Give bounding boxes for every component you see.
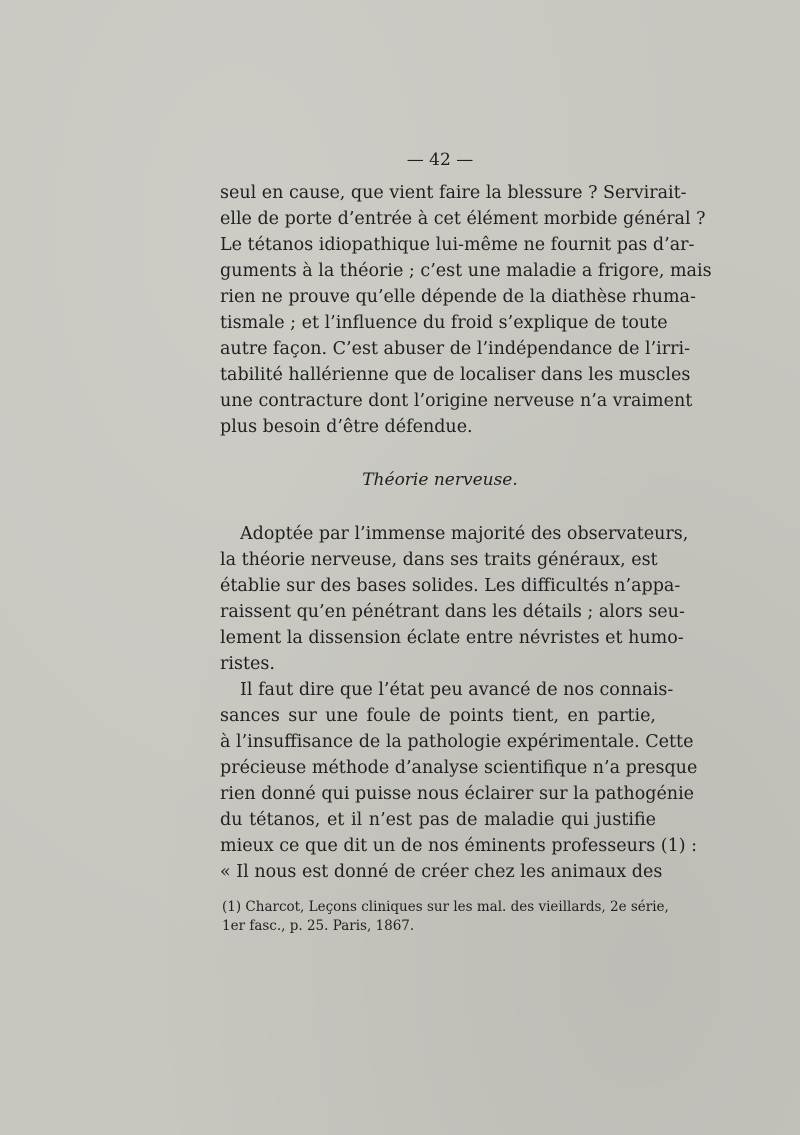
- text-line: rien ne prouve qu’elle dépende de la diathèse rhuma-: [220, 287, 696, 307]
- text-line: Le tétanos idiopathique lui-même ne fournit pas d’ar-: [220, 235, 695, 255]
- text-line: « Il nous est donné de créer chez les animaux des: [220, 862, 663, 882]
- text-line: guments à la théorie ; c’est une maladie a frigore, mais: [220, 261, 712, 281]
- footnote-line: 1er fasc., p. 25. Paris, 1867.: [222, 918, 415, 934]
- text-line: plus besoin d’être défendue.: [220, 417, 473, 437]
- text-line: rien donné qui puisse nous éclairer sur la pathogénie: [220, 784, 695, 804]
- text-line: autre façon. C’est abuser de l’indépendance de l’irri-: [220, 339, 691, 359]
- text-line: tabilité hallérienne que de localiser dans les muscles: [220, 365, 691, 385]
- text-line: ristes.: [220, 654, 275, 674]
- text-line: une contracture dont l’origine nerveuse n’a vraiment: [220, 391, 693, 411]
- section-heading: Théorie nerveuse.: [362, 470, 518, 490]
- text-line: la théorie nerveuse, dans ses traits généraux, est: [220, 550, 658, 570]
- text-line: raissent qu’en pénétrant dans les détails ; alors seu-: [220, 602, 685, 622]
- text-line: tismale ; et l’influence du froid s’explique de toute: [220, 313, 668, 333]
- text-line: mieux ce que dit un de nos éminents professeurs (1) :: [220, 836, 698, 856]
- text-line: Il faut dire que l’état peu avancé de nos connais-: [240, 680, 674, 700]
- text-line: seul en cause, que vient faire la blessure ? Servirait-: [220, 183, 687, 203]
- text-line: du tétanos, et il n’est pas de maladie qui justifie: [220, 810, 656, 830]
- text-line: Adoptée par l’immense majorité des observateurs,: [240, 524, 689, 544]
- page-number: — 42 —: [406, 150, 474, 170]
- text-line: à l’insuffisance de la pathologie expérimentale. Cette: [220, 732, 694, 752]
- text-line: sances sur une foule de points tient, en partie,: [220, 706, 656, 726]
- text-line: lement la dissension éclate entre névristes et humo-: [220, 628, 684, 648]
- text-line: précieuse méthode d’analyse scientifique n’a presque: [220, 758, 698, 778]
- text-line: établie sur des bases solides. Les difficultés n’appa-: [220, 576, 681, 596]
- footnote-line: (1) Charcot, Leçons cliniques sur les mal. des vieillards, 2e série,: [222, 899, 669, 915]
- text-line: elle de porte d’entrée à cet élément morbide général ?: [220, 209, 706, 229]
